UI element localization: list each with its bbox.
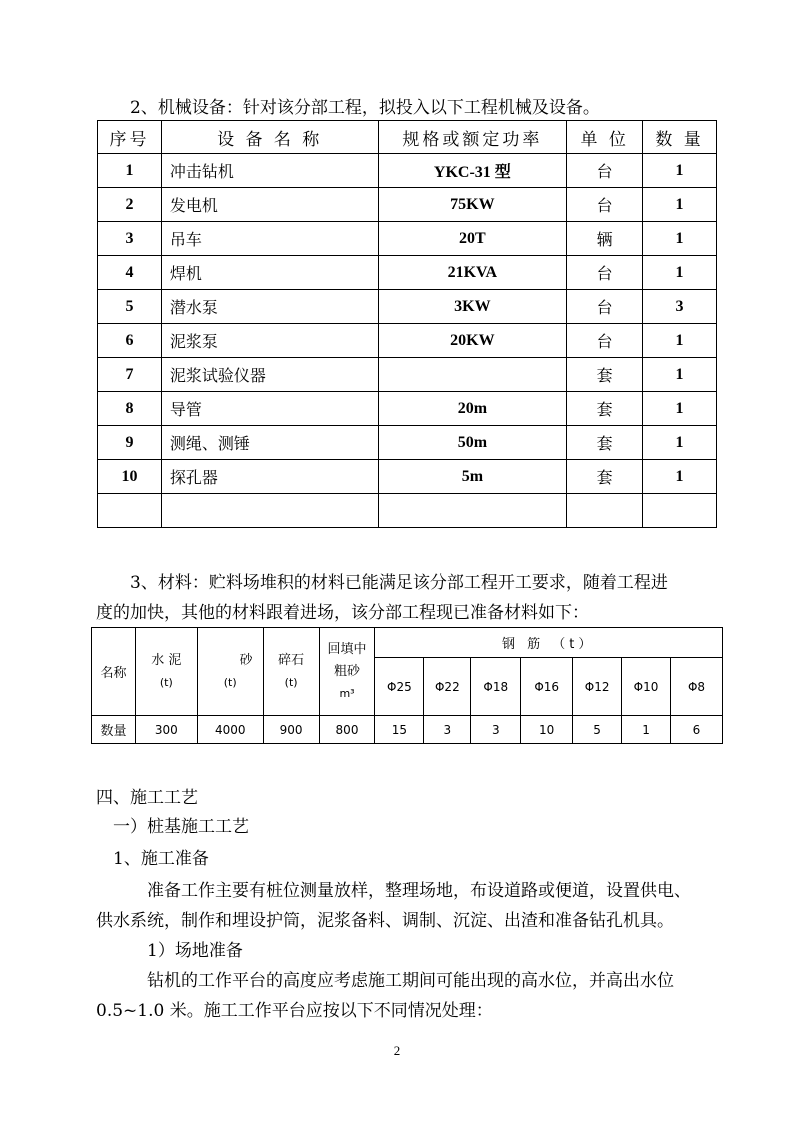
equipment-qty: 1 — [643, 392, 717, 426]
equipment-name: 导管 — [161, 392, 378, 426]
equipment-name: 泥浆泵 — [161, 324, 378, 358]
section3-line1: 3、材料：贮料场堆积的材料已能满足该分部工程开工要求，随着工程进 — [130, 573, 668, 593]
row-number: 7 — [98, 358, 162, 392]
backfill-label-line2: 粗砂 — [334, 663, 361, 679]
equipment-spec: 20KW — [378, 324, 567, 358]
equipment-unit: 辆 — [567, 222, 643, 256]
section4-sub1-1: 1、施工准备 — [113, 849, 209, 869]
steel-value: 3 — [471, 716, 521, 744]
table-row — [98, 154, 717, 188]
section3-line2: 度的加快，其他的材料跟着进场，该分部工程现已准备材料如下： — [96, 603, 589, 623]
section2-text: 2、机械设备：针对该分部工程，拟投入以下工程机械及设备。 — [130, 98, 600, 118]
row-number: 10 — [98, 460, 162, 494]
empty-cell — [161, 494, 378, 528]
row-number: 5 — [98, 290, 162, 324]
table-row — [98, 256, 717, 290]
steel-value: 10 — [521, 716, 573, 744]
steel-group-label: 钢 筋 （t） — [375, 628, 723, 658]
table-row — [98, 358, 717, 392]
row-number: 3 — [98, 222, 162, 256]
empty-cell — [567, 494, 643, 528]
steel-size: Φ25 — [375, 658, 424, 716]
row-number: 4 — [98, 256, 162, 290]
row-number: 1 — [98, 154, 162, 188]
equipment-name: 潜水泵 — [161, 290, 378, 324]
equipment-qty: 1 — [643, 324, 717, 358]
equipment-name: 测绳、测锤 — [161, 426, 378, 460]
section4-sub1: 一）桩基施工工艺 — [113, 817, 249, 837]
equipment-spec: 5m — [378, 460, 567, 494]
equipment-name: 探孔器 — [161, 460, 378, 494]
para2-line1: 钻机的工作平台的高度应考虑施工期间可能出现的高水位，并高出水位 — [147, 971, 674, 991]
row-number: 9 — [98, 426, 162, 460]
steel-value: 3 — [424, 716, 471, 744]
para1-line2: 供水系统，制作和埋设护筒，泥浆备料、调制、沉淀、出渣和准备钻孔机具。 — [96, 911, 674, 931]
equipment-table — [97, 120, 717, 528]
steel-value: 1 — [622, 716, 671, 744]
equipment-unit: 套 — [567, 460, 643, 494]
sand-label: 砂 — [239, 652, 253, 668]
cement-header — [135, 628, 197, 716]
equipment-unit: 套 — [567, 426, 643, 460]
row-number: 8 — [98, 392, 162, 426]
equipment-qty: 1 — [643, 426, 717, 460]
equipment-spec: 20T — [378, 222, 567, 256]
equipment-qty: 3 — [643, 290, 717, 324]
equipment-unit: 台 — [567, 188, 643, 222]
equipment-qty: 1 — [643, 460, 717, 494]
equipment-spec: 20m — [378, 392, 567, 426]
empty-row — [98, 494, 717, 528]
equipment-qty: 1 — [643, 358, 717, 392]
row-number: 2 — [98, 188, 162, 222]
steel-size: Φ22 — [424, 658, 471, 716]
equipment-name: 冲击钻机 — [161, 154, 378, 188]
equipment-spec: 75KW — [378, 188, 567, 222]
steel-size: Φ10 — [622, 658, 671, 716]
material-table — [91, 627, 723, 744]
table-row — [98, 324, 717, 358]
equipment-spec: 50m — [378, 426, 567, 460]
section4-heading: 四、施工工艺 — [96, 788, 198, 808]
backfill-value: 800 — [319, 716, 375, 744]
equipment-spec — [378, 358, 567, 392]
material-quantity-row — [92, 716, 723, 744]
cement-unit: (t) — [159, 675, 173, 689]
row-number: 6 — [98, 324, 162, 358]
steel-size: Φ18 — [471, 658, 521, 716]
equipment-unit: 台 — [567, 290, 643, 324]
equipment-unit: 套 — [567, 392, 643, 426]
equipment-qty: 1 — [643, 256, 717, 290]
para2-line2: 0.5~1.0 米。施工工作平台应按以下不同情况处理： — [96, 1001, 493, 1021]
equipment-name: 泥浆试验仪器 — [161, 358, 378, 392]
equipment-spec: 3KW — [378, 290, 567, 324]
sand-header — [197, 628, 263, 716]
section4-sub1-1-1: 1）场地准备 — [147, 941, 243, 961]
sand-value: 4000 — [197, 716, 263, 744]
equipment-name: 吊车 — [161, 222, 378, 256]
equipment-name: 发电机 — [161, 188, 378, 222]
header-cell: 序号 — [98, 121, 162, 154]
sand-unit: (t) — [223, 675, 237, 689]
table-row — [98, 460, 717, 494]
steel-value: 6 — [671, 716, 723, 744]
backfill-label-line1: 回填中 — [327, 641, 367, 657]
equipment-spec: 21KVA — [378, 256, 567, 290]
para1-line1: 准备工作主要有桩位测量放样，整理场地，布设道路或便道，设置供电、 — [147, 881, 691, 901]
table-row — [98, 426, 717, 460]
table-row — [98, 392, 717, 426]
material-name-label: 名称 — [92, 628, 136, 716]
table-row — [98, 290, 717, 324]
equipment-unit: 台 — [567, 324, 643, 358]
steel-size: Φ12 — [573, 658, 622, 716]
equipment-qty: 1 — [643, 154, 717, 188]
equipment-name: 焊机 — [161, 256, 378, 290]
gravel-label: 碎石 — [278, 652, 305, 668]
equipment-unit: 台 — [567, 256, 643, 290]
header-cell: 规格或额定功率 — [378, 121, 567, 154]
steel-size: Φ8 — [671, 658, 723, 716]
equipment-unit: 台 — [567, 154, 643, 188]
equipment-table-header — [98, 121, 717, 154]
steel-value: 5 — [573, 716, 622, 744]
empty-cell — [378, 494, 567, 528]
steel-value: 15 — [375, 716, 424, 744]
cement-label: 水 泥 — [151, 652, 182, 668]
gravel-header — [263, 628, 319, 716]
empty-cell — [643, 494, 717, 528]
header-cell: 数 量 — [643, 121, 717, 154]
header-cell: 单 位 — [567, 121, 643, 154]
equipment-qty: 1 — [643, 188, 717, 222]
steel-size: Φ16 — [521, 658, 573, 716]
backfill-unit: m³ — [339, 686, 355, 700]
equipment-unit: 套 — [567, 358, 643, 392]
empty-cell — [98, 494, 162, 528]
cement-value: 300 — [135, 716, 197, 744]
table-row — [98, 222, 717, 256]
table-row — [98, 188, 717, 222]
equipment-spec: YKC-31 型 — [378, 154, 567, 188]
material-qty-label: 数量 — [92, 716, 136, 744]
gravel-unit: (t) — [284, 675, 298, 689]
backfill-header — [319, 628, 375, 716]
header-cell: 设 备 名 称 — [161, 121, 378, 154]
page-number: 2 — [393, 1043, 401, 1058]
equipment-qty: 1 — [643, 222, 717, 256]
gravel-value: 900 — [263, 716, 319, 744]
